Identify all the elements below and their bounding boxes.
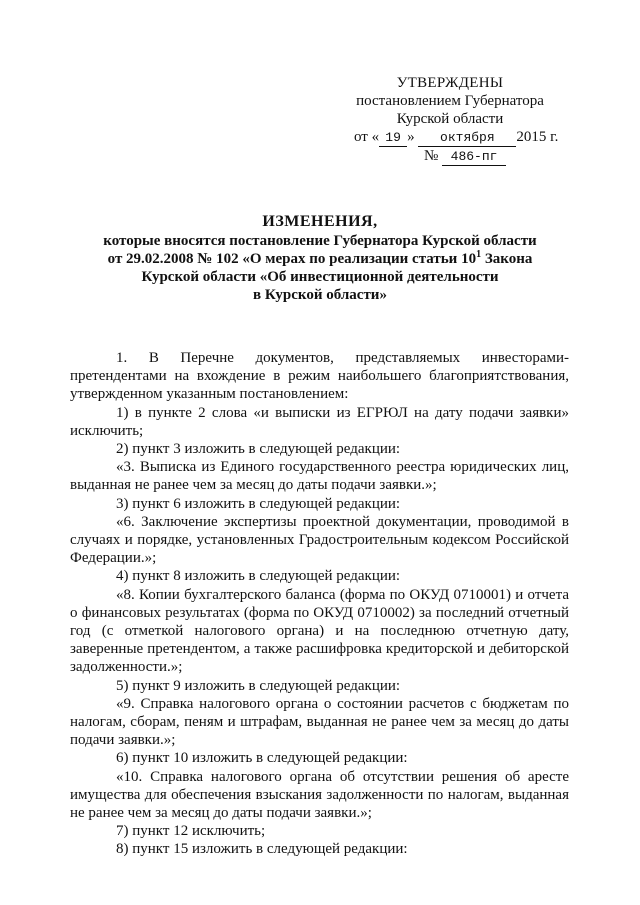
- title-superscript: 1: [476, 249, 482, 260]
- title-line-1: которые вносятся постановление Губернатора Курской области: [103, 233, 537, 249]
- paragraph-9: 5) пункт 9 изложить в следующей редакции:: [116, 677, 401, 694]
- approval-line-1: постановлением Губернатора: [356, 93, 544, 109]
- date-day: 19: [379, 130, 407, 147]
- approval-number: [424, 147, 580, 166]
- approval-date: [354, 128, 580, 147]
- paragraph-8: «8. Копии бухгалтерского баланса (форма по ОКУД 0710001) и отчета о финансовых результатах (форма по ОКУД 0710002) за последний отчетный год (с отметкой налогового органа) и на последнюю отчетную дату, заверенные претендентом, а также расшифровка кредиторской и дебиторской задолженности.»;: [70, 586, 569, 676]
- approved-label: УТВЕРЖДЕНЫ: [396, 75, 504, 91]
- paragraph-13: 7) пункт 12 исключить;: [116, 823, 266, 840]
- document-title: [60, 213, 580, 304]
- title-line-2a: от 29.02.2008 № 102 «О мерах по реализации статьи 10: [107, 251, 477, 267]
- number-value: 486-пг: [442, 149, 506, 166]
- date-month: октября: [418, 130, 516, 147]
- title-line-3: Курской области «Об инвестиционной деятельности: [141, 269, 499, 285]
- title-line-2b: Закона: [481, 251, 533, 267]
- date-mid: »: [407, 129, 415, 145]
- paragraph-1: 1. В Перечне документов, представляемых инвесторами-претендентами на вхождение в режим наибольшего благоприятствования, утвержденном указанным постановлением:: [70, 350, 569, 403]
- number-prefix: №: [424, 148, 439, 164]
- paragraph-2: 1) в пункте 2 слова «и выписки из ЕГРЮЛ на дату подачи заявки» исключить;: [70, 404, 569, 439]
- document-body: [70, 349, 569, 859]
- paragraph-14: 8) пункт 15 изложить в следующей редакции:: [116, 841, 408, 858]
- approval-line-2: Курской области: [396, 111, 504, 127]
- paragraph-6: «6. Заключение экспертизы проектной документации, проводимой в случаях и порядке, установленных Градостроительным кодексом Российской Федерации.»;: [70, 513, 569, 567]
- approval-stamp: [350, 74, 580, 166]
- title-line-2: [60, 250, 580, 268]
- paragraph-11: 6) пункт 10 изложить в следующей редакции:: [116, 750, 408, 767]
- paragraph-12: «10. Справка налогового органа об отсутствии решения об аресте имущества для обеспечения взыскания задолженности по налогам, выданная не ранее чем за месяц до даты подачи заявки.»;: [70, 768, 569, 822]
- paragraph-5: 3) пункт 6 изложить в следующей редакции:: [116, 495, 401, 512]
- date-prefix: от «: [354, 129, 380, 145]
- paragraph-7: 4) пункт 8 изложить в следующей редакции:: [116, 568, 401, 585]
- paragraph-10: «9. Справка налогового органа о состоянии расчетов с бюджетам по налогам, сборам, пеням и штрафам, выданная не ранее чем за месяц до даты подачи заявки.»;: [70, 695, 569, 749]
- paragraph-4: «3. Выписка из Единого государственного реестра юридических лиц, выданная не ранее чем за месяц до даты подачи заявки.»;: [70, 459, 569, 494]
- date-year: 2015 г.: [516, 129, 559, 145]
- paragraph-3: 2) пункт 3 изложить в следующей редакции:: [116, 441, 401, 458]
- title-heading: ИЗМЕНЕНИЯ,: [262, 213, 378, 230]
- title-line-4: в Курской области»: [253, 287, 387, 303]
